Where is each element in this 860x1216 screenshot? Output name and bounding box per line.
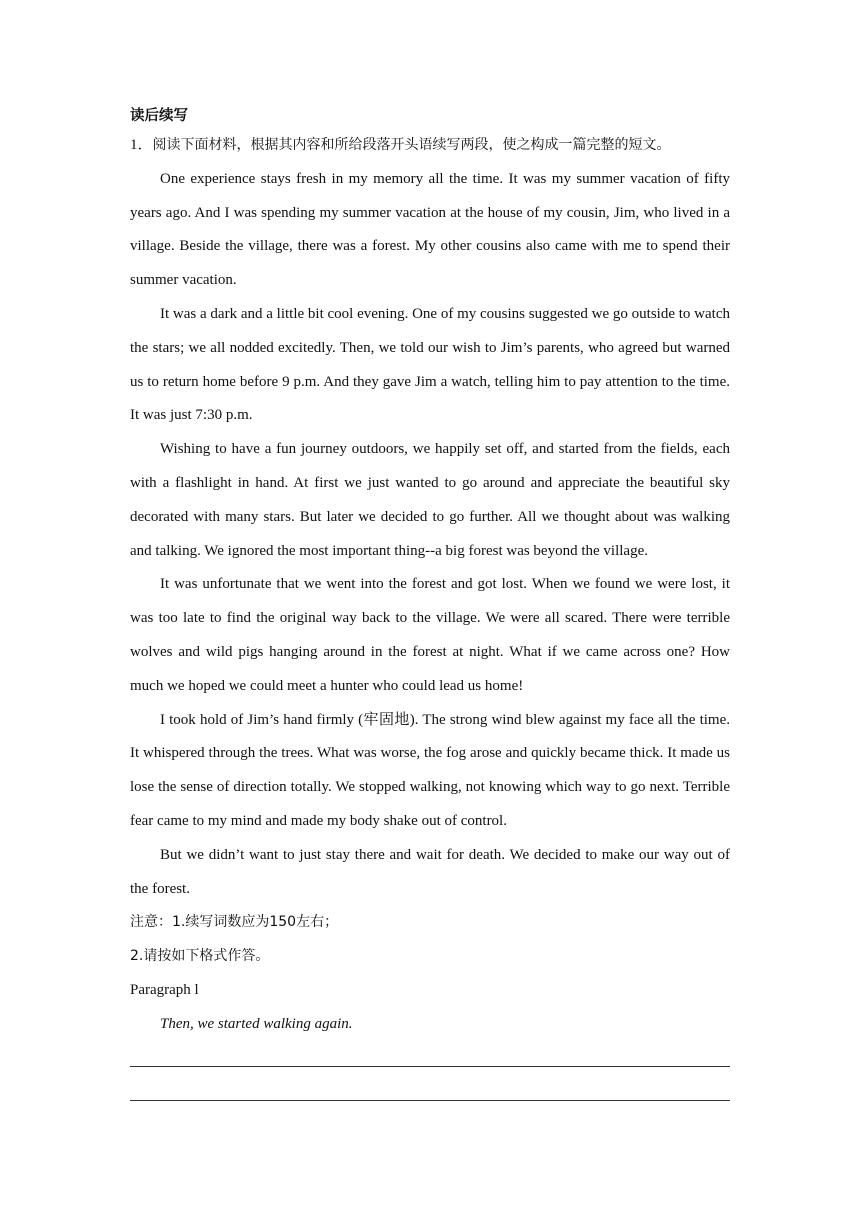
note-word-count: 注意：1.续写词数应为150左右； [130, 914, 339, 931]
answer-writing-line[interactable] [130, 1042, 730, 1067]
note-format: 2.请按如下格式作答。 [130, 948, 270, 965]
passage-paragraph-6: But we didn’t want to just stay there and wait for death. We decided to make our way out of the forest. [130, 846, 730, 897]
passage-paragraph-1: One experience stays fresh in my memory all the time. It was my summer vacation of fifty years ago. And I was spending my summer vacation at the house of my cousin, Jim, who lived in a village. Beside the village, there was a forest. My other cousins also came with me to spend their summer vacation. [130, 170, 730, 289]
question-instruction-text: 阅读下面材料，根据其内容和所给段落开头语续写两段，使之构成一篇完整的短文。 [152, 137, 671, 153]
passage-paragraph-4: It was unfortunate that we went into the forest and got lost. When we found we were lost, it was too late to find the original way back to the village. We were all scared. There were terrible wolves and wild pigs hanging around in the forest at night. What if we came across one? How much we hoped we could meet a hunter who could lead us home! [130, 576, 730, 694]
passage-paragraph-2: It was a dark and a little bit cool evening. One of my cousins suggested we go outside to watch the stars; we all nodded excitedly. Then, we told our wish to Jim’s parents, who agreed but warned us to return home before 9 p.m. And they gave Jim a watch, telling him to pay attention to the time. It was just 7:30 p.m. [130, 305, 730, 424]
paragraph-opening-sentence: Then, we started walking again. [160, 1015, 353, 1032]
question-instruction [130, 129, 730, 163]
passage-paragraph-5: I took hold of Jim’s hand firmly (牢固地). The strong wind blew against my face all the time. It whispered through the trees. What was worse, the fog arose and quickly became thick. It made us lose the sense of direction totally. We stopped walking, not knowing which way to go next. Terrible fear came to my mind and made my body shake out of control. [130, 711, 730, 829]
passage-paragraph-3: Wishing to have a fun journey outdoors, we happily set off, and started from the fields, each with a flashlight in hand. At first we just wanted to go around and appreciate the beautiful sky decorated with many stars. But later we decided to go further. All we thought about was walking and talking. We ignored the most important thing--a big forest was beyond the village. [130, 441, 730, 559]
document-page [130, 103, 730, 1101]
paragraph-label: Paragraph l [130, 981, 199, 998]
question-number: 1． [130, 137, 153, 153]
answer-writing-line[interactable] [130, 1067, 730, 1102]
section-heading: 读后续写 [130, 108, 188, 124]
